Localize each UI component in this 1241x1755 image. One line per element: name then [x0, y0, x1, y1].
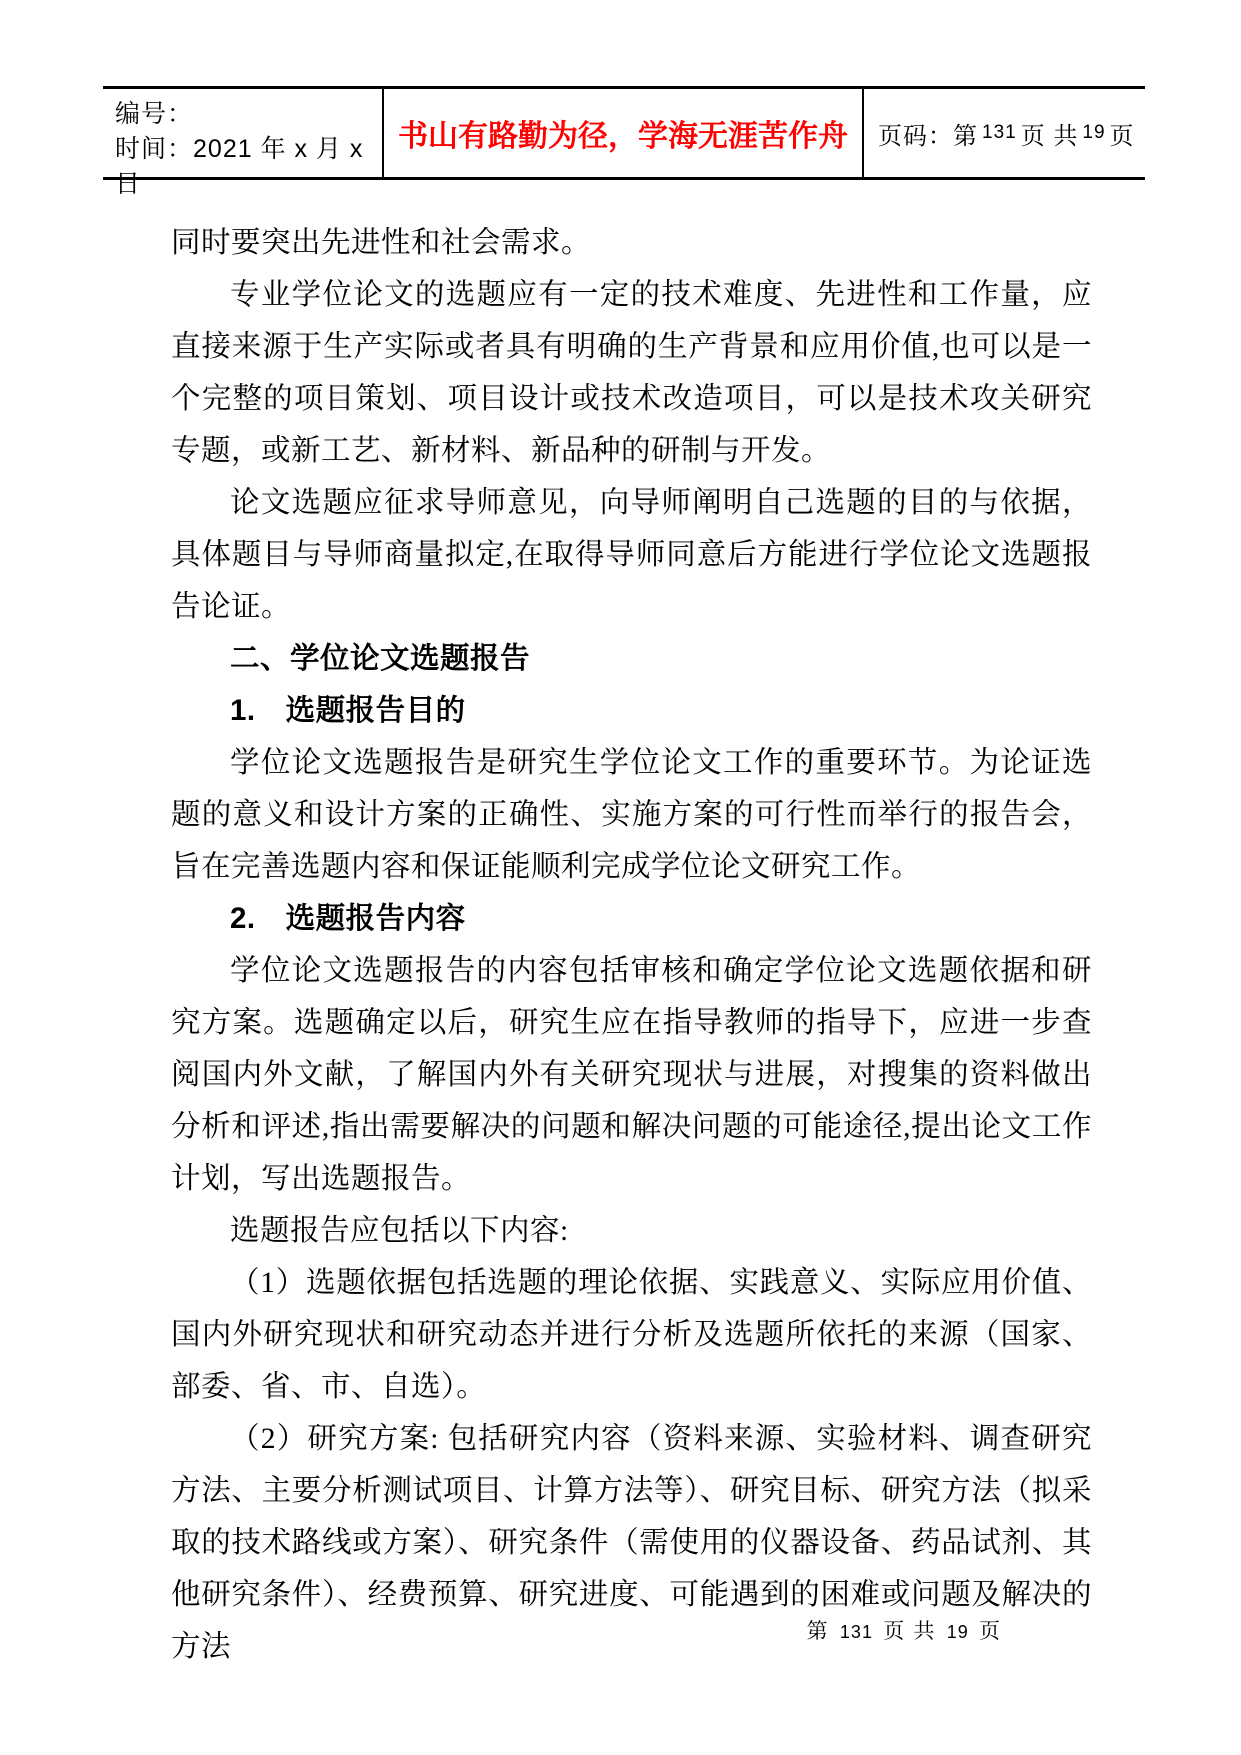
paragraph: 学位论文选题报告的内容包括审核和确定学位论文选题依据和研究方案。选题确定以后，研究生应在指导教师的指导下，应进一步查阅国内外文献，了解国内外有关研究现状与进展，对搜集的资料做出分析和评述,指出需要解决的问题和解决问题的可能途径,提出论文工作计划，写出选题报告。	[171, 955, 1092, 1195]
paragraph: 学位论文选题报告是研究生学位论文工作的重要环节。为论证选题的意义和设计方案的正确性、实施方案的可行性而举行的报告会，旨在完善选题内容和保证能顺利完成学位论文研究工作。	[171, 747, 1092, 883]
doc-time-label: 时间：	[115, 135, 194, 163]
paragraph-continuation: 同时要突出先进性和社会需求。	[171, 227, 592, 259]
footer-unit-1: 页	[883, 1619, 907, 1643]
footer-page-number	[807, 1615, 1002, 1645]
header-page-cell	[864, 89, 1145, 177]
subsection-heading: 1. 选题报告目的	[230, 694, 466, 727]
page-number-total: 19	[1082, 122, 1106, 143]
paragraph: 选题报告应包括以下内容:	[230, 1215, 569, 1247]
header-table	[103, 86, 1145, 198]
footer-unit-2: 页	[979, 1619, 1002, 1643]
page-unit-1: 页	[1020, 122, 1046, 150]
page-unit-2: 页	[1109, 122, 1135, 150]
doc-time-value: 2021 年 x 月 x 日	[115, 135, 364, 198]
paragraph: 专业学位论文的选题应有一定的技术难度、先进性和工作量，应直接来源于生产实际或者具有明确的生产背景和应用价值,也可以是一个完整的项目策划、项目设计或技术改造项目，可以是技术攻关研究专题，或新工艺、新材料、新品种的研制与开发。	[171, 279, 1092, 467]
subsection-heading: 2. 选题报告内容	[230, 902, 466, 935]
page-label-prefix: 页码：第	[878, 122, 978, 150]
page-conjunction: 共	[1053, 122, 1079, 150]
footer-prefix: 第	[806, 1619, 830, 1643]
doc-number-label: 编号：	[115, 100, 194, 128]
paragraph: （2）研究方案: 包括研究内容（资料来源、实验材料、调查研究方法、主要分析测试项目、计算方法等）、研究目标、研究方法（拟采取的技术路线或方案）、研究条件（需使用的仪器设备、药品试剂、其他研究条件）、经费预算、研究进度、可能遇到的困难或问题及解决的方法	[171, 1423, 1092, 1663]
document-body	[171, 217, 1092, 1673]
section-heading: 二、学位论文选题报告	[230, 642, 531, 675]
page-number-current: 131	[982, 122, 1017, 143]
footer-conjunction: 共	[913, 1619, 937, 1643]
paragraph: （1）选题依据包括选题的理论依据、实践意义、实际应用价值、国内外研究现状和研究动态并进行分析及选题所依托的来源（国家、部委、省、市、自选）。	[171, 1267, 1092, 1403]
footer-current-page: 131	[839, 1622, 873, 1642]
doc-time-line	[115, 132, 382, 202]
footer-total-pages: 19	[946, 1622, 969, 1642]
header-slogan-cell	[382, 89, 864, 177]
paragraph: 论文选题应征求导师意见，向导师阐明自己选题的目的与依据，具体题目与导师商量拟定,在取得导师同意后方能进行学位论文选题报告论证。	[171, 487, 1092, 623]
header-meta-cell	[103, 89, 382, 198]
slogan-text: 书山有路勤为径，学海无涯苦作舟	[398, 120, 848, 153]
